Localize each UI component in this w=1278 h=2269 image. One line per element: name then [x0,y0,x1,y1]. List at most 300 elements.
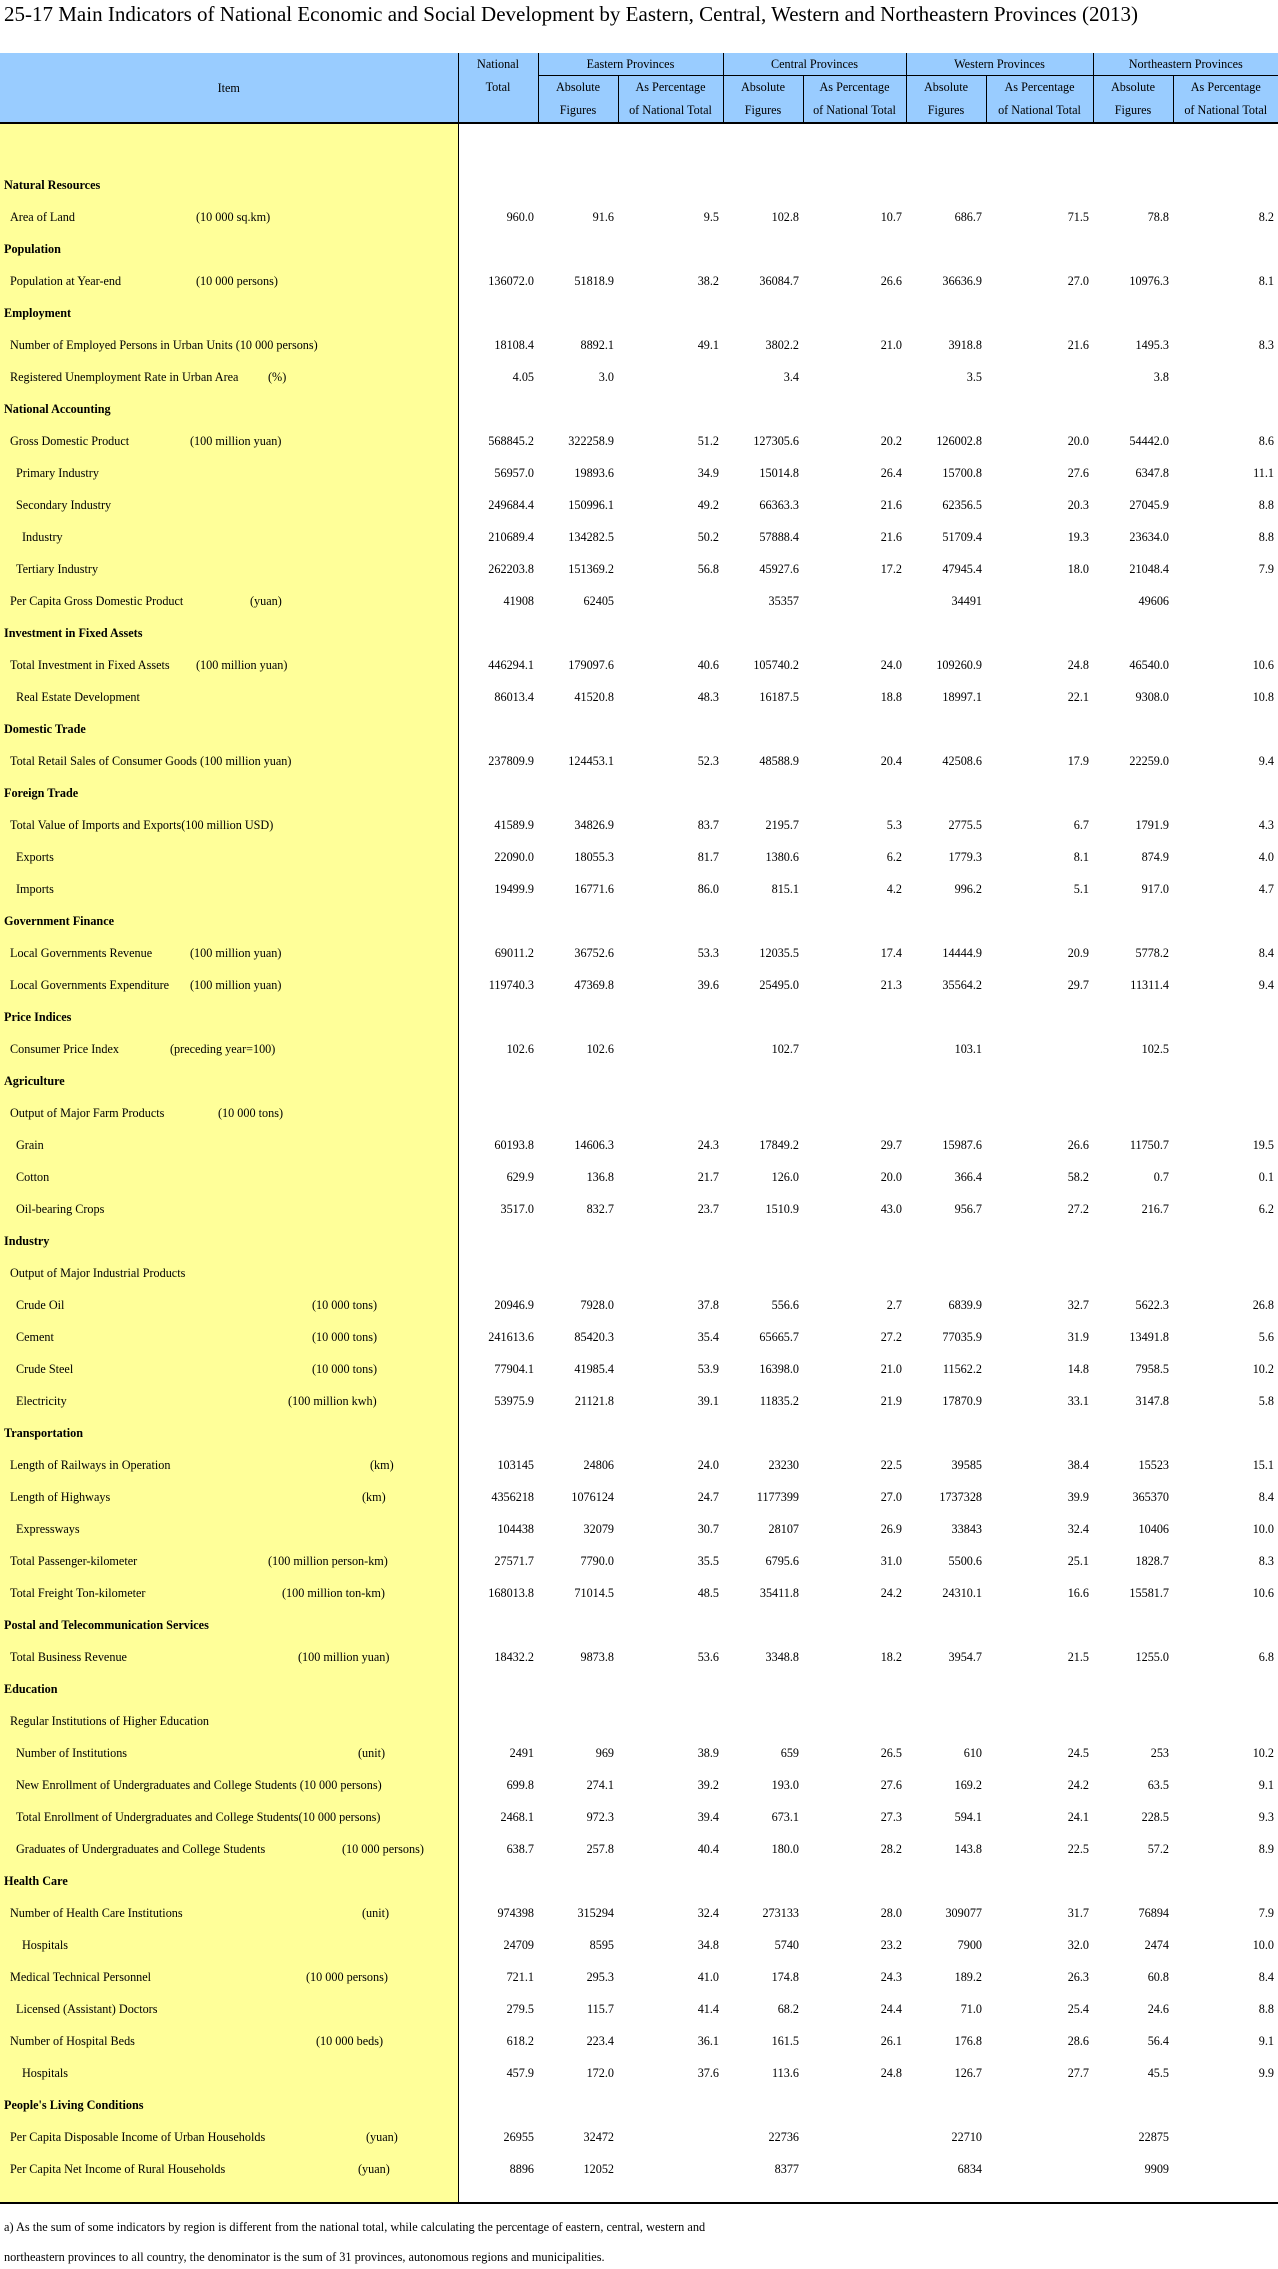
value-cell: 39.4 [697,1810,720,1824]
header-pct-line2: of National Total [803,99,906,123]
value-cell: 22736 [768,2130,800,2144]
item-label: Electricity [16,1394,67,1408]
header-abs-line2: Figures [906,99,986,123]
value-cell: 34826.9 [574,818,614,832]
item-unit: (10 000 persons) [306,1970,388,1984]
header-pct-line1: As Percentage [618,76,723,100]
value-cell: 10.0 [1252,1938,1275,1952]
item-cell [0,1129,458,1161]
value-cell: 151369.2 [568,562,614,576]
value-cell: 23634.0 [1129,530,1170,544]
value-cell: 49606 [1138,594,1170,608]
item-cell [0,585,458,617]
value-cell: 23230 [768,1458,800,1472]
value-cell: 39.9 [1067,1490,1090,1504]
item-label: Graduates of Undergraduates and College Students [16,1842,266,1856]
value-cell: 8896 [509,2162,534,2176]
value-cell: 35.4 [697,1330,720,1344]
item-label: Population at Year-end [10,274,122,288]
value-cell: 10.2 [1252,1362,1275,1376]
table-row [0,745,1278,777]
value-cell: 77035.9 [942,1330,983,1344]
indicators-table [0,53,1278,2208]
value-cell: 237809.9 [488,754,534,768]
value-cell: 41.0 [697,1970,720,1984]
category-row [0,1609,1278,1641]
value-cell: 27571.7 [494,1554,534,1568]
header-pct-line2: of National Total [1173,99,1278,123]
value-cell: 168013.8 [488,1586,534,1600]
value-cell [1173,361,1278,393]
value-cell: 60193.8 [494,1138,534,1152]
value-cell: 23.7 [697,1202,720,1216]
item-label: Total Value of Imports and Exports(100 million USD) [10,818,274,832]
value-cell: 1791.9 [1135,818,1170,832]
value-cell: 17.2 [880,562,903,576]
value-cell: 21.6 [880,498,903,512]
item-label: People's Living Conditions [4,2098,144,2112]
item-label: Cotton [16,1170,50,1184]
table-row [0,1833,1278,1865]
value-cell: 11750.7 [1129,1138,1170,1152]
item-cell [0,1193,458,1225]
value-cell: 169.2 [954,1778,983,1792]
value-cell [458,1097,538,1129]
value-cell: 9.4 [1258,978,1275,992]
value-cell: 21.0 [880,338,903,352]
item-unit: (unit) [362,1906,390,1920]
item-cell [0,457,458,489]
item-label: Length of Highways [10,1490,111,1504]
value-cell: 457.9 [506,2066,534,2080]
item-unit: (100 million yuan) [298,1650,390,1664]
value-cell: 1510.9 [765,1202,800,1216]
value-cell: 126002.8 [936,434,983,448]
value-cell: 1828.7 [1135,1554,1170,1568]
value-cell: 2491 [509,1746,534,1760]
value-cell: 65665.7 [759,1330,800,1344]
item-label: Number of Institutions [16,1746,128,1760]
value-cell: 109260.9 [936,658,983,672]
table-row [0,425,1278,457]
value-cell: 594.1 [954,1810,983,1824]
value-cell: 5778.2 [1135,946,1170,960]
value-cell: 960.0 [506,210,534,224]
value-cell: 10.6 [1252,658,1275,672]
value-cell: 34.8 [697,1938,720,1952]
value-cell: 49.1 [697,338,720,352]
value-cell: 8.2 [1258,210,1275,224]
item-cell [0,201,458,233]
value-cell: 3.8 [1153,370,1170,384]
value-cell: 15014.8 [759,466,800,480]
item-unit: (100 million yuan) [190,946,282,960]
value-cell: 71.0 [960,2002,983,2016]
value-cell: 629.9 [506,1170,534,1184]
value-cell: 69011.2 [494,946,534,960]
item-unit: (100 million ton-km) [282,1586,385,1600]
value-cell: 366.4 [954,1170,983,1184]
value-cell: 102.6 [506,1042,534,1056]
value-cell: 14606.3 [574,1138,614,1152]
value-cell: 7900 [957,1938,983,1952]
value-cell: 1076124 [571,1490,614,1504]
value-cell: 193.0 [771,1778,800,1792]
value-cell [986,1705,1093,1737]
value-cell: 8892.1 [580,338,614,352]
value-cell: 32079 [583,1522,614,1536]
value-cell: 51709.4 [942,530,983,544]
item-label: Natural Resources [4,178,101,192]
table-row [0,1161,1278,1193]
table-row [0,1289,1278,1321]
item-cell [0,553,458,585]
value-cell: 22.5 [1067,1842,1090,1856]
value-cell: 19499.9 [494,882,534,896]
value-cell: 21121.8 [574,1394,614,1408]
value-cell: 76894 [1138,1906,1170,1920]
value-cell: 10.8 [1252,690,1275,704]
value-cell: 24.6 [1147,2002,1170,2016]
value-cell: 15987.6 [942,1138,983,1152]
value-cell: 917.0 [1141,882,1170,896]
value-cell: 189.2 [954,1970,983,1984]
value-cell [1093,1257,1173,1289]
value-cell: 32.7 [1067,1298,1090,1312]
value-cell: 85420.3 [574,1330,614,1344]
value-cell [906,1705,986,1737]
value-cell [723,1257,803,1289]
item-unit: (100 million yuan) [196,658,288,672]
item-label: Population [4,242,61,256]
value-cell: 36636.9 [942,274,983,288]
category-row [0,1417,1278,1449]
item-cell [0,1641,458,1673]
value-cell: 20946.9 [494,1298,534,1312]
value-cell: 3.0 [598,370,614,384]
value-cell: 18997.1 [942,690,983,704]
item-label: Postal and Telecommunication Services [4,1618,209,1632]
value-cell: 5.8 [1258,1394,1275,1408]
header-item: Item [0,53,458,123]
item-cell [0,1289,458,1321]
value-cell: 37.8 [697,1298,720,1312]
value-cell: 10.6 [1252,1586,1275,1600]
category-label [0,1673,458,1705]
header-abs-line1: Absolute [1093,76,1173,100]
value-cell: 26955 [503,2130,534,2144]
category-row [0,393,1278,425]
value-cell [618,1097,723,1129]
value-cell: 24310.1 [942,1586,983,1600]
value-cell: 11311.4 [1130,978,1170,992]
value-cell: 874.9 [1141,850,1170,864]
value-cell: 10406 [1138,1522,1170,1536]
value-cell: 11562.2 [942,1362,983,1376]
value-cell: 22875 [1138,2130,1170,2144]
value-cell: 68.2 [777,2002,800,2016]
table-row [0,553,1278,585]
value-cell [986,1033,1093,1065]
value-cell: 23.2 [880,1938,903,1952]
value-cell: 262203.8 [488,562,534,576]
item-cell [0,1577,458,1609]
value-cell: 17849.2 [759,1138,800,1152]
value-cell: 10976.3 [1129,274,1170,288]
table-row [0,1129,1278,1161]
header-abs-line2: Figures [723,99,803,123]
value-cell: 161.5 [771,2034,800,2048]
value-cell: 4.7 [1258,882,1275,896]
item-unit: (yuan) [250,594,282,608]
value-cell: 58.2 [1067,1170,1090,1184]
value-cell: 20.0 [1067,434,1090,448]
category-label [0,1417,458,1449]
value-cell: 28.0 [880,1906,903,1920]
item-unit: (10 000 tons) [312,1298,377,1312]
value-cell: 6.8 [1258,1650,1275,1664]
item-unit: (%) [268,370,287,384]
value-cell: 26.1 [880,2034,903,2048]
value-cell: 15523 [1138,1458,1170,1472]
value-cell [458,1257,538,1289]
value-cell: 1177399 [756,1490,800,1504]
item-cell [0,1481,458,1513]
value-cell: 18.8 [880,690,903,704]
value-cell: 71014.5 [574,1586,614,1600]
value-cell [803,2121,906,2153]
value-cell: 180.0 [771,1842,800,1856]
item-label: Industry [22,530,63,544]
value-cell [803,1033,906,1065]
item-unit: (preceding year=100) [170,1042,276,1056]
item-label: Government Finance [4,914,115,928]
value-cell: 22090.0 [494,850,534,864]
value-cell: 27.6 [880,1778,903,1792]
item-label: Foreign Trade [4,786,79,800]
value-cell: 24.0 [880,658,903,672]
item-cell [0,265,458,297]
value-cell: 36084.7 [759,274,800,288]
category-label [0,169,458,201]
value-cell: 57.2 [1147,1842,1170,1856]
value-cell: 20.0 [880,1170,903,1184]
value-cell: 20.2 [880,434,903,448]
value-cell: 446294.1 [488,658,534,672]
value-cell: 32.4 [1067,1522,1090,1536]
value-cell: 24.3 [697,1138,720,1152]
value-cell: 18055.3 [574,850,614,864]
value-cell: 25.1 [1067,1554,1090,1568]
item-label: Regular Institutions of Higher Education [10,1714,210,1728]
item-unit: (km) [362,1490,386,1504]
value-cell: 53.9 [697,1362,720,1376]
value-cell: 32.0 [1067,1938,1090,1952]
item-label: Licensed (Assistant) Doctors [16,2002,158,2016]
item-label: Total Enrollment of Undergraduates and College Students(10 000 persons) [16,1810,381,1824]
value-cell [618,1257,723,1289]
value-cell: 105740.2 [753,658,800,672]
item-cell [0,361,458,393]
value-cell: 8.4 [1258,1970,1275,1984]
value-cell: 103.1 [954,1042,983,1056]
value-cell [618,585,723,617]
value-cell: 274.1 [586,1778,614,1792]
value-cell: 172.0 [586,2066,614,2080]
value-cell: 0.1 [1258,1170,1275,1184]
value-cell [618,361,723,393]
value-cell: 71.5 [1067,210,1090,224]
item-label: Agriculture [4,1074,65,1088]
value-cell: 21.3 [880,978,903,992]
item-label: Imports [16,882,54,896]
item-cell [0,1449,458,1481]
item-cell [0,1833,458,1865]
value-cell: 38.2 [697,274,720,288]
value-cell: 104438 [497,1522,534,1536]
value-cell: 38.4 [1067,1458,1090,1472]
header-abs-line1: Absolute [723,76,803,100]
value-cell: 21.5 [1067,1650,1090,1664]
value-cell [618,1705,723,1737]
value-cell: 150996.1 [568,498,614,512]
value-cell: 9.5 [703,210,720,224]
value-cell: 22.1 [1067,690,1090,704]
value-cell: 33843 [951,1522,983,1536]
value-cell: 9.4 [1258,754,1275,768]
value-cell: 210689.4 [488,530,534,544]
value-cell: 86013.4 [494,690,534,704]
value-cell [803,585,906,617]
category-row [0,617,1278,649]
header-pct-line1: As Percentage [1173,76,1278,100]
value-cell [618,2153,723,2185]
value-cell: 223.4 [586,2034,614,2048]
value-cell: 51818.9 [574,274,614,288]
value-cell: 18108.4 [494,338,534,352]
value-cell: 26.3 [1067,1970,1090,1984]
value-cell [1093,1705,1173,1737]
category-label [0,297,458,329]
item-label: Cement [16,1330,54,1344]
value-cell: 127305.6 [753,434,800,448]
header-national-line2: Total [458,76,538,100]
table-row [0,1481,1278,1513]
item-unit: (unit) [358,1746,386,1760]
value-cell: 24806 [583,1458,614,1472]
value-cell: 12052 [583,2162,614,2176]
table-row [0,1769,1278,1801]
value-cell: 24.3 [880,1970,903,1984]
item-unit: (10 000 persons) [342,1842,424,1856]
item-label: Output of Major Industrial Products [10,1266,186,1280]
value-cell: 3517.0 [500,1202,534,1216]
item-unit: (100 million person-km) [268,1554,388,1568]
table-row [0,937,1278,969]
item-cell [0,1769,458,1801]
item-label: Secondary Industry [16,498,112,512]
item-unit: (10 000 tons) [312,1362,377,1376]
value-cell [538,1257,618,1289]
item-label: Total Freight Ton-kilometer [10,1586,146,1600]
value-cell: 33.1 [1067,1394,1090,1408]
value-cell: 31.7 [1067,1906,1090,1920]
value-cell: 25495.0 [759,978,800,992]
table-header [0,53,1278,123]
value-cell: 10.2 [1252,1746,1275,1760]
item-label: Per Capita Net Income of Rural Households [10,2162,226,2176]
value-cell [538,1705,618,1737]
table-body [0,123,1278,2208]
value-cell: 8377 [774,2162,800,2176]
category-label [0,1065,458,1097]
item-cell [0,1033,458,1065]
value-cell: 8.8 [1258,2002,1275,2016]
value-cell: 124453.1 [568,754,614,768]
item-label: Registered Unemployment Rate in Urban Area [10,370,239,384]
value-cell: 5.6 [1258,1330,1275,1344]
value-cell: 26.5 [880,1746,903,1760]
value-cell: 56957.0 [494,466,534,480]
value-cell: 18.2 [880,1650,903,1664]
item-cell [0,2025,458,2057]
value-cell [458,1705,538,1737]
header-pct-line2: of National Total [986,99,1093,123]
item-cell [0,1705,458,1737]
value-cell: 31.0 [880,1554,903,1568]
category-label [0,1225,458,1257]
item-label: Oil-bearing Crops [16,1202,105,1216]
table-row [0,585,1278,617]
value-cell: 9873.8 [580,1650,614,1664]
value-cell: 17.4 [880,946,903,960]
value-cell: 126.0 [771,1170,800,1184]
value-cell: 38.9 [697,1746,720,1760]
value-cell [538,1097,618,1129]
value-cell: 659 [780,1746,800,1760]
value-cell: 60.8 [1147,1970,1170,1984]
item-cell [0,2057,458,2089]
item-unit: (10 000 beds) [316,2034,384,2048]
item-cell [0,1097,458,1129]
value-cell: 35357 [768,594,800,608]
value-cell: 14.8 [1067,1362,1090,1376]
value-cell: 6839.9 [948,1298,983,1312]
value-cell: 273133 [762,1906,800,1920]
value-cell: 24.2 [1067,1778,1090,1792]
value-cell: 9909 [1144,2162,1170,2176]
value-cell: 20.3 [1067,498,1090,512]
value-cell: 102.5 [1141,1042,1170,1056]
value-cell: 699.8 [506,1778,534,1792]
value-cell: 45927.6 [759,562,800,576]
value-cell: 27045.9 [1129,498,1170,512]
value-cell: 53.3 [697,946,720,960]
value-cell: 8.6 [1258,434,1275,448]
value-cell [1173,2121,1278,2153]
header-pct-line1: As Percentage [803,76,906,100]
table-row [0,2025,1278,2057]
item-label: Exports [16,850,54,864]
value-cell: 35.5 [697,1554,720,1568]
value-cell: 16187.5 [759,690,800,704]
value-cell: 309077 [945,1906,983,1920]
category-row [0,1673,1278,1705]
value-cell [1173,1705,1278,1737]
value-cell: 21.9 [880,1394,903,1408]
item-label: Consumer Price Index [10,1042,119,1056]
value-cell: 41908 [503,594,534,608]
